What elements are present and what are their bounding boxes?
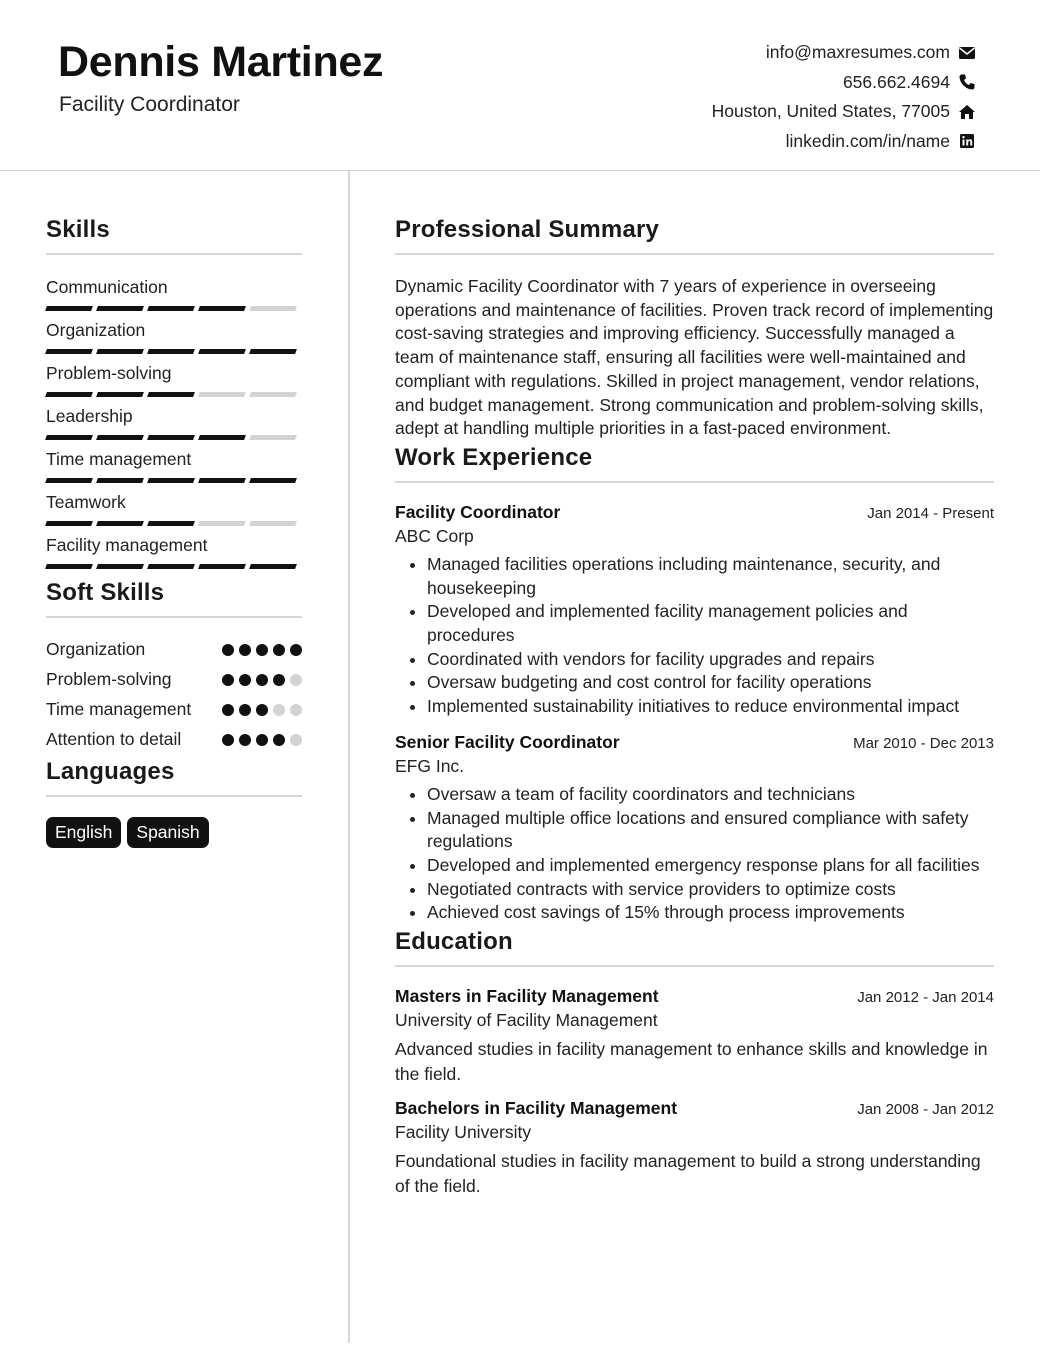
- job-bullet: • Coordinated with vendors for facility upgrades and repairs: [427, 648, 994, 672]
- education-entry: [395, 986, 994, 1086]
- skill-item: [46, 490, 302, 533]
- skill-name: Problem-solving: [46, 363, 172, 383]
- resume-header: [0, 0, 1040, 171]
- skill-segment-filled: [249, 478, 297, 483]
- skill-level-bar: [46, 564, 302, 569]
- rating-dot-empty: [290, 674, 302, 686]
- skill-level-bar: [46, 392, 302, 397]
- rating-dot-filled: [222, 704, 234, 716]
- job-entry: [395, 502, 994, 719]
- contact-email-text[interactable]: info@maxresumes.com: [765, 42, 950, 63]
- job-bullet: • Oversaw a team of facility coordinators and technicians: [427, 783, 994, 807]
- work-list: [395, 502, 994, 925]
- skill-segment-empty: [198, 521, 246, 526]
- soft-skill-item: [46, 638, 302, 661]
- rating-dot-filled: [290, 644, 302, 656]
- home-icon: [958, 103, 976, 121]
- education-entry: [395, 1098, 994, 1198]
- degree-title: Masters in Facility Management: [395, 986, 659, 1007]
- education-header: [395, 1098, 994, 1119]
- contact-linkedin-text[interactable]: linkedin.com/in/name: [785, 130, 950, 151]
- summary-text: Dynamic Facility Coordinator with 7 years of experience in overseeing operations and maintenance of facilities. Proven track record of implementing cost-saving strategies and improving efficiency. Successfully managed a team of maintenance staff, ensuring all facilities were well-maintained and compliant with regulations. Skilled in project management, vendor relations, and budget management. Strong communication and problem-solving skills, adept at handling multiple priorities in a fast-paced environment.: [395, 276, 994, 439]
- skill-segment-filled: [45, 392, 93, 397]
- job-bullets: [395, 553, 994, 719]
- skill-name: Leadership: [46, 406, 133, 426]
- skill-level-bar: [46, 435, 302, 440]
- job-bullet: • Implemented sustainability initiatives to reduce environmental impact: [427, 695, 994, 719]
- skill-item: [46, 275, 302, 318]
- skill-segment-filled: [147, 564, 195, 569]
- contact-phone-text[interactable]: 656.662.4694: [842, 71, 950, 92]
- soft-skills-list: [46, 638, 302, 751]
- job-header: [395, 502, 994, 523]
- education-description: Foundational studies in facility management to build a strong understanding of the field.: [395, 1151, 981, 1196]
- contact-block: [712, 38, 976, 156]
- rating-dot-filled: [256, 674, 268, 686]
- rating-dot-empty: [290, 704, 302, 716]
- soft-skills-heading: Soft Skills: [46, 579, 302, 618]
- rating-dot-filled: [222, 734, 234, 746]
- rating-dot-filled: [256, 644, 268, 656]
- skill-level-bar: [46, 521, 302, 526]
- rating-dot-filled: [222, 674, 234, 686]
- soft-skill-item: [46, 668, 302, 691]
- contact-email[interactable]: [712, 38, 976, 68]
- rating-dot-filled: [273, 674, 285, 686]
- skill-segment-filled: [45, 521, 93, 526]
- job-date: Mar 2010 - Dec 2013: [853, 734, 994, 752]
- skill-segment-filled: [198, 435, 246, 440]
- school-name: University of Facility Management: [395, 1010, 658, 1031]
- soft-skill-rating: [217, 734, 302, 746]
- skill-segment-empty: [198, 392, 246, 397]
- skill-name: Communication: [46, 277, 168, 297]
- job-title: Senior Facility Coordinator: [395, 731, 620, 752]
- skill-segment-filled: [147, 521, 195, 526]
- rating-dot-empty: [290, 734, 302, 746]
- skill-segment-filled: [147, 306, 195, 311]
- skill-segment-filled: [96, 435, 144, 440]
- skill-segment-filled: [198, 306, 246, 311]
- left-column: [46, 216, 302, 848]
- education-date: Jan 2012 - Jan 2014: [857, 989, 994, 1007]
- skill-name: Time management: [46, 449, 192, 469]
- skill-segment-filled: [147, 392, 195, 397]
- skill-segment-empty: [249, 392, 297, 397]
- languages-list: [46, 817, 302, 848]
- job-bullet: • Oversaw budgeting and cost control for facility operations: [427, 671, 994, 695]
- skill-segment-filled: [96, 478, 144, 483]
- contact-location: [712, 97, 976, 127]
- degree-title: Bachelors in Facility Management: [395, 1098, 678, 1119]
- candidate-name: Dennis Martinez: [58, 38, 384, 86]
- right-column: [395, 216, 994, 1198]
- skill-item: [46, 404, 302, 447]
- rating-dot-filled: [256, 734, 268, 746]
- skill-name: Teamwork: [46, 492, 126, 512]
- skills-list: [46, 275, 302, 576]
- soft-skill-rating: [217, 644, 302, 656]
- skill-item: [46, 533, 302, 576]
- contact-location-text: Houston, United States, 77005: [711, 101, 950, 122]
- work-heading: Work Experience: [395, 444, 994, 483]
- skill-segment-filled: [96, 392, 144, 397]
- skill-level-bar: [46, 306, 302, 311]
- skill-item: [46, 318, 302, 361]
- skill-segment-filled: [198, 478, 246, 483]
- soft-skill-rating: [217, 704, 302, 716]
- rating-dot-filled: [239, 704, 251, 716]
- skill-segment-empty: [249, 435, 297, 440]
- skill-segment-filled: [45, 435, 93, 440]
- skill-segment-filled: [45, 349, 93, 354]
- education-heading: Education: [395, 928, 994, 967]
- rating-dot-filled: [222, 644, 234, 656]
- rating-dot-filled: [239, 734, 251, 746]
- soft-skill-name: Problem-solving: [46, 669, 172, 689]
- job-bullet: • Negotiated contracts with service providers to optimize costs: [427, 878, 994, 902]
- job-title: Facility Coordinator: [395, 501, 561, 522]
- job-bullet: • Developed and implemented emergency response plans for all facilities: [427, 854, 994, 878]
- job-bullet: • Managed multiple office locations and ensured compliance with safety regulations: [427, 807, 994, 854]
- job-date: Jan 2014 - Present: [867, 504, 994, 522]
- skill-item: [46, 361, 302, 404]
- skill-segment-filled: [249, 349, 297, 354]
- soft-skill-item: [46, 728, 302, 751]
- skill-segment-filled: [45, 478, 93, 483]
- contact-linkedin[interactable]: [712, 127, 976, 157]
- phone-icon: [958, 73, 976, 91]
- job-bullet: • Managed facilities operations including maintenance, security, and housekeeping: [427, 553, 994, 600]
- skill-segment-filled: [96, 521, 144, 526]
- job-entry: [395, 732, 994, 925]
- rating-dot-filled: [239, 674, 251, 686]
- skill-segment-filled: [249, 564, 297, 569]
- contact-phone[interactable]: [712, 68, 976, 98]
- skill-segment-filled: [147, 349, 195, 354]
- rating-dot-filled: [273, 734, 285, 746]
- skill-segment-filled: [147, 478, 195, 483]
- education-header: [395, 986, 994, 1007]
- skill-segment-filled: [198, 564, 246, 569]
- skill-segment-empty: [249, 306, 297, 311]
- skill-level-bar: [46, 349, 302, 354]
- soft-skill-rating: [217, 674, 302, 686]
- skill-segment-filled: [96, 564, 144, 569]
- envelope-icon: [958, 44, 976, 62]
- soft-skill-name: Time management: [46, 699, 192, 719]
- summary-heading: Professional Summary: [395, 216, 994, 255]
- job-bullet: • Achieved cost savings of 15% through process improvements: [427, 901, 994, 925]
- languages-heading: Languages: [46, 758, 302, 797]
- job-company: EFG Inc.: [395, 755, 465, 776]
- language-badge: English: [46, 817, 121, 848]
- column-divider: [348, 171, 350, 1343]
- education-list: [395, 986, 994, 1198]
- skill-segment-filled: [96, 349, 144, 354]
- language-badge: Spanish: [127, 817, 208, 848]
- candidate-title: Facility Coordinator: [59, 93, 240, 116]
- skills-heading: Skills: [46, 216, 302, 255]
- education-description: Advanced studies in facility management to enhance skills and knowledge in the field.: [395, 1039, 988, 1084]
- linkedin-icon: [958, 132, 976, 150]
- rating-dot-empty: [273, 704, 285, 716]
- skill-item: [46, 447, 302, 490]
- soft-skill-name: Organization: [46, 639, 146, 659]
- skill-segment-filled: [96, 306, 144, 311]
- skill-name: Facility management: [46, 535, 208, 555]
- education-date: Jan 2008 - Jan 2012: [857, 1101, 994, 1119]
- rating-dot-filled: [273, 644, 285, 656]
- job-company: ABC Corp: [395, 525, 474, 546]
- soft-skill-name: Attention to detail: [46, 729, 182, 749]
- skill-segment-filled: [45, 306, 93, 311]
- skill-level-bar: [46, 478, 302, 483]
- rating-dot-filled: [239, 644, 251, 656]
- job-header: [395, 732, 994, 753]
- job-bullets: [395, 783, 994, 925]
- skill-segment-filled: [45, 564, 93, 569]
- school-name: Facility University: [395, 1122, 532, 1143]
- skill-segment-filled: [147, 435, 195, 440]
- skill-segment-empty: [249, 521, 297, 526]
- skill-segment-filled: [198, 349, 246, 354]
- soft-skill-item: [46, 698, 302, 721]
- rating-dot-filled: [256, 704, 268, 716]
- job-bullet: • Developed and implemented facility management policies and procedures: [427, 600, 994, 647]
- skill-name: Organization: [46, 320, 146, 340]
